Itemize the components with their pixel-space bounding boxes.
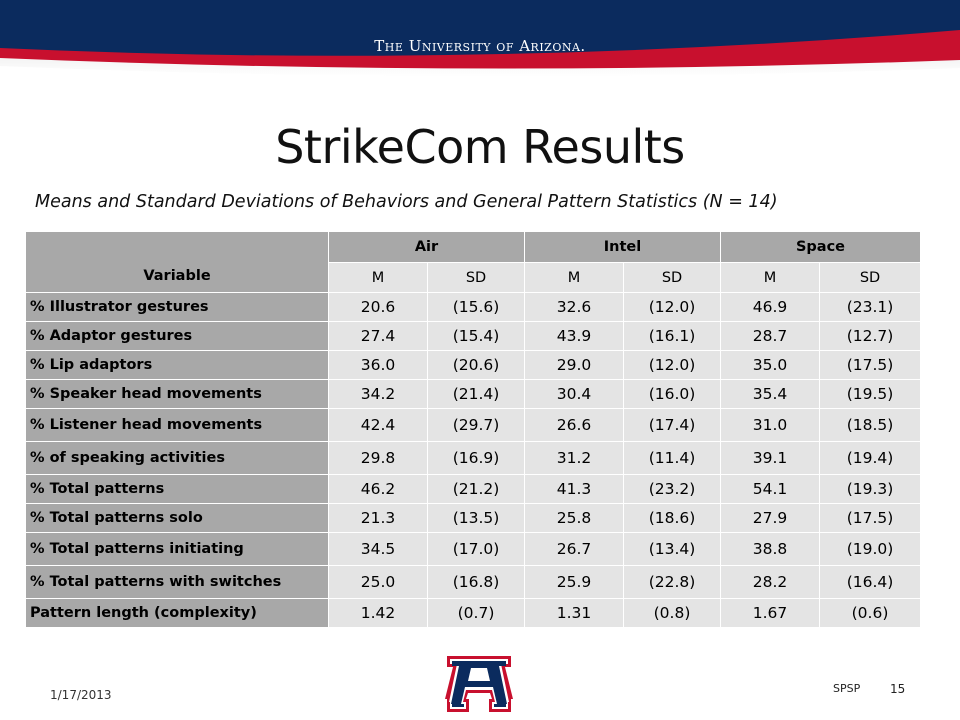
mean-cell: 1.31	[525, 599, 624, 628]
sd-cell: (13.5)	[428, 504, 525, 533]
footer-date: 1/17/2013	[50, 688, 112, 702]
subheader-air-sd: SD	[428, 263, 525, 293]
sd-cell: (0.6)	[820, 599, 921, 628]
sd-cell: (20.6)	[428, 351, 525, 380]
mean-cell: 27.4	[329, 322, 428, 351]
mean-cell: 25.8	[525, 504, 624, 533]
subheader-intel-m: M	[525, 263, 624, 293]
mean-cell: 46.2	[329, 475, 428, 504]
slide-subtitle: Means and Standard Deviations of Behaviors and General Pattern Statistics (N = 14)	[35, 192, 778, 212]
sd-cell: (21.4)	[428, 380, 525, 409]
arizona-block-a-logo-icon	[444, 654, 514, 714]
mean-cell: 35.4	[721, 380, 820, 409]
mean-cell: 21.3	[329, 504, 428, 533]
sd-cell: (21.2)	[428, 475, 525, 504]
table-row	[26, 599, 921, 628]
sd-cell: (12.0)	[624, 293, 721, 322]
table-row	[26, 409, 921, 442]
mean-cell: 25.9	[525, 566, 624, 599]
sd-cell: (23.1)	[820, 293, 921, 322]
mean-cell: 34.5	[329, 533, 428, 566]
sd-cell: (18.6)	[624, 504, 721, 533]
mean-cell: 39.1	[721, 442, 820, 475]
table-row	[26, 351, 921, 380]
mean-cell: 32.6	[525, 293, 624, 322]
mean-cell: 26.7	[525, 533, 624, 566]
sd-cell: (16.8)	[428, 566, 525, 599]
mean-cell: 34.2	[329, 380, 428, 409]
mean-cell: 20.6	[329, 293, 428, 322]
table-row	[26, 504, 921, 533]
sd-cell: (29.7)	[428, 409, 525, 442]
table-body	[26, 293, 921, 628]
mean-cell: 38.8	[721, 533, 820, 566]
group-header-air: Air	[329, 232, 525, 263]
footer-org: SPSP	[833, 682, 861, 695]
subheader-space-sd: SD	[820, 263, 921, 293]
row-label: % Illustrator gestures	[26, 293, 329, 322]
footer-page-number: 15	[890, 682, 906, 696]
table-row	[26, 475, 921, 504]
sd-cell: (15.4)	[428, 322, 525, 351]
mean-cell: 27.9	[721, 504, 820, 533]
sd-cell: (19.0)	[820, 533, 921, 566]
sd-cell: (19.5)	[820, 380, 921, 409]
banner-university-name: The University of Arizona.	[374, 37, 586, 55]
table-row	[26, 442, 921, 475]
row-label: % Total patterns solo	[26, 504, 329, 533]
row-label: % Total patterns	[26, 475, 329, 504]
mean-cell: 29.8	[329, 442, 428, 475]
mean-cell: 26.6	[525, 409, 624, 442]
mean-cell: 28.7	[721, 322, 820, 351]
sd-cell: (17.4)	[624, 409, 721, 442]
mean-cell: 30.4	[525, 380, 624, 409]
mean-cell: 29.0	[525, 351, 624, 380]
sd-cell: (22.8)	[624, 566, 721, 599]
sd-cell: (15.6)	[428, 293, 525, 322]
mean-cell: 41.3	[525, 475, 624, 504]
sd-cell: (17.5)	[820, 351, 921, 380]
sd-cell: (0.7)	[428, 599, 525, 628]
row-label: % of speaking activities	[26, 442, 329, 475]
header-banner	[0, 0, 960, 96]
group-header-intel: Intel	[525, 232, 721, 263]
table-row	[26, 566, 921, 599]
sd-cell: (16.9)	[428, 442, 525, 475]
mean-cell: 46.9	[721, 293, 820, 322]
table-row	[26, 380, 921, 409]
table-row	[26, 533, 921, 566]
sd-cell: (11.4)	[624, 442, 721, 475]
mean-cell: 42.4	[329, 409, 428, 442]
mean-cell: 25.0	[329, 566, 428, 599]
sd-cell: (12.7)	[820, 322, 921, 351]
mean-cell: 35.0	[721, 351, 820, 380]
sd-cell: (19.4)	[820, 442, 921, 475]
sd-cell: (17.0)	[428, 533, 525, 566]
sd-cell: (13.4)	[624, 533, 721, 566]
row-label: % Lip adaptors	[26, 351, 329, 380]
sd-cell: (17.5)	[820, 504, 921, 533]
sd-cell: (18.5)	[820, 409, 921, 442]
row-label: Pattern length (complexity)	[26, 599, 329, 628]
group-header-space: Space	[721, 232, 921, 263]
subheader-intel-sd: SD	[624, 263, 721, 293]
sd-cell: (16.4)	[820, 566, 921, 599]
mean-cell: 1.67	[721, 599, 820, 628]
sd-cell: (12.0)	[624, 351, 721, 380]
subheader-air-m: M	[329, 263, 428, 293]
sd-cell: (19.3)	[820, 475, 921, 504]
sd-cell: (16.1)	[624, 322, 721, 351]
mean-cell: 28.2	[721, 566, 820, 599]
table-row	[26, 322, 921, 351]
variable-header: Variable	[26, 232, 329, 293]
slide-title: StrikeCom Results	[275, 120, 685, 174]
mean-cell: 31.2	[525, 442, 624, 475]
mean-cell: 54.1	[721, 475, 820, 504]
mean-cell: 31.0	[721, 409, 820, 442]
table-row	[26, 293, 921, 322]
sd-cell: (23.2)	[624, 475, 721, 504]
mean-cell: 1.42	[329, 599, 428, 628]
row-label: % Adaptor gestures	[26, 322, 329, 351]
subheader-space-m: M	[721, 263, 820, 293]
results-table	[25, 231, 921, 628]
sd-cell: (0.8)	[624, 599, 721, 628]
sd-cell: (16.0)	[624, 380, 721, 409]
row-label: % Listener head movements	[26, 409, 329, 442]
row-label: % Speaker head movements	[26, 380, 329, 409]
mean-cell: 43.9	[525, 322, 624, 351]
row-label: % Total patterns with switches	[26, 566, 329, 599]
mean-cell: 36.0	[329, 351, 428, 380]
row-label: % Total patterns initiating	[26, 533, 329, 566]
